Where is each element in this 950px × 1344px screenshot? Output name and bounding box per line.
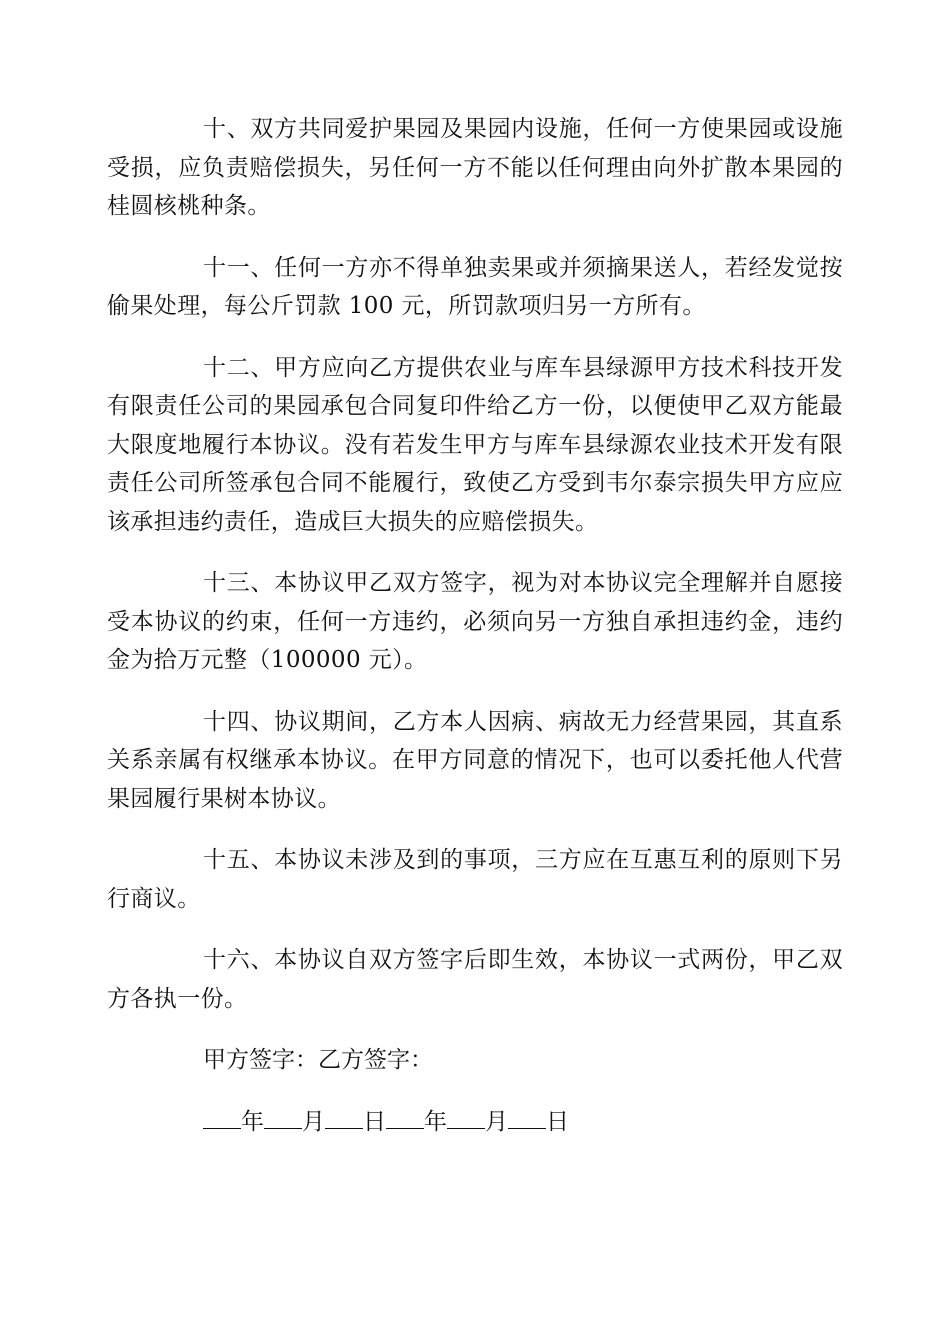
date-blank — [264, 1106, 302, 1129]
date-blank — [447, 1106, 485, 1129]
date-unit-day: 日 — [363, 1108, 386, 1135]
date-blank — [508, 1106, 546, 1129]
clause-13: 十三、本协议甲乙双方签字，视为对本协议完全理解并自愿接受本协议的约束，任何一方违约，必须向另一方独自承担违约金，违约金为拾万元整（100000 元）。 — [107, 570, 843, 673]
clause-16: 十六、本协议自双方签字后即生效，本协议一式两份，甲乙双方各执一份。 — [107, 947, 843, 1012]
clause-10: 十、双方共同爱护果园及果园内设施，任何一方使果园或设施受损，应负责赔偿损失，另任何一方不能以任何理由向外扩散本果园的桂圆核桃种条。 — [107, 116, 843, 219]
date-unit-year: 年 — [241, 1108, 264, 1135]
date-blank — [325, 1106, 363, 1129]
date-unit-year: 年 — [424, 1108, 447, 1135]
signature-line: 甲方签字：乙方签字： — [203, 1047, 433, 1073]
clause-12: 十二、甲方应向乙方提供农业与库车县绿源甲方技术科技开发有限责任公司的果园承包合同复印件给乙方一份，以便使甲乙双方能最大限度地履行本协议。没有若发生甲方与库车县绿源农业技术开发有限责任公司所签承包合同不能履行，致使乙方受到韦尔泰宗损失甲方应应该承担违约责任，造成巨大损失的应赔偿损失。 — [107, 354, 843, 535]
clause-14: 十四、协议期间，乙方本人因病、病故无力经营果园，其直系关系亲属有权继承本协议。在甲方同意的情况下，也可以委托他人代营果园履行果树本协议。 — [107, 708, 843, 812]
clause-11: 十一、任何一方亦不得单独卖果或并须摘果送人，若经发觉按偷果处理，每公斤罚款 100 元，所罚款项归另一方所有。 — [107, 254, 843, 319]
date-line — [107, 1103, 843, 1142]
date-unit-month: 月 — [485, 1108, 508, 1135]
date-blank — [203, 1106, 241, 1129]
clause-15: 十五、本协议未涉及到的事项，三方应在互惠互利的原则下另行商议。 — [107, 847, 843, 912]
document-page — [107, 110, 843, 1164]
date-unit-day: 日 — [546, 1108, 569, 1135]
date-unit-month: 月 — [302, 1108, 325, 1135]
date-blank — [386, 1106, 424, 1129]
